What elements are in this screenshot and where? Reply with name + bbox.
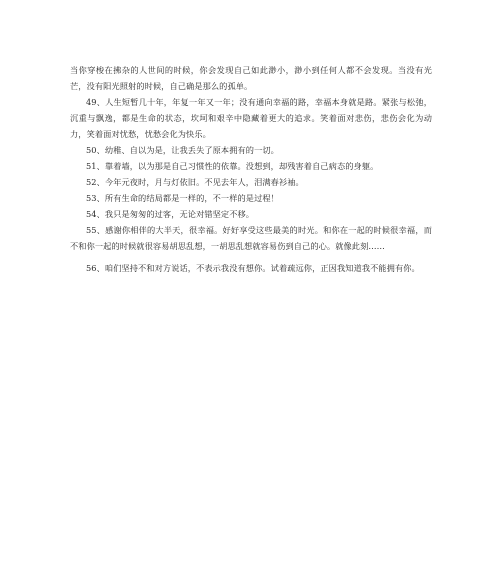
paragraph-54: 54、我只是匆匆的过客，无论对错坚定不移。 [86,209,255,219]
paragraph-49: 49、人生短暂几十年，年复一年又一年；没有通向幸福的路，幸福本身就是路。紧张与松弛，沉重与飘逸，都是生命的状态，坎坷和艰辛中隐藏着更大的追求。笑着面对悲伤，悲伤会化为动力，笑着面对忧愁，忧愁会化为快乐。 [70,97,432,139]
paragraph-50: 50、幼稚、自以为是，让我丢失了原本拥有的一切。 [86,145,279,155]
paragraph-51: 51、靠着墙，以为那是自己习惯性的依靠。没想到，却残害着自己病态的身躯。 [86,161,379,171]
paragraph-56: 56、咱们坚持不和对方说话，不表示我没有想你。试着疏远你，正因我知道我不能拥有你。 [86,263,420,273]
paragraph-52: 52、今年元夜时，月与灯依旧。不见去年人，泪满春衫袖。 [86,177,304,187]
document-body [70,62,432,276]
paragraph-55: 55、感谢你相伴的大半天，很幸福。好好享受这些最美的时光。和你在一起的时候很幸福，而不和你一起的时候就很容易胡思乱想，一胡思乱想就容易伤到自己的心。就像此刻…… [70,225,432,251]
paragraph-intro: 当你穿梭在拂杂的人世间的时候，你会发现自己如此渺小，渺小到任何人都不会发现。当没有光芒，没有阳光照射的时候，自己确是那么的孤单。 [70,65,432,91]
paragraph-53: 53、所有生命的结局都是一样的，不一样的是过程！ [86,193,279,203]
